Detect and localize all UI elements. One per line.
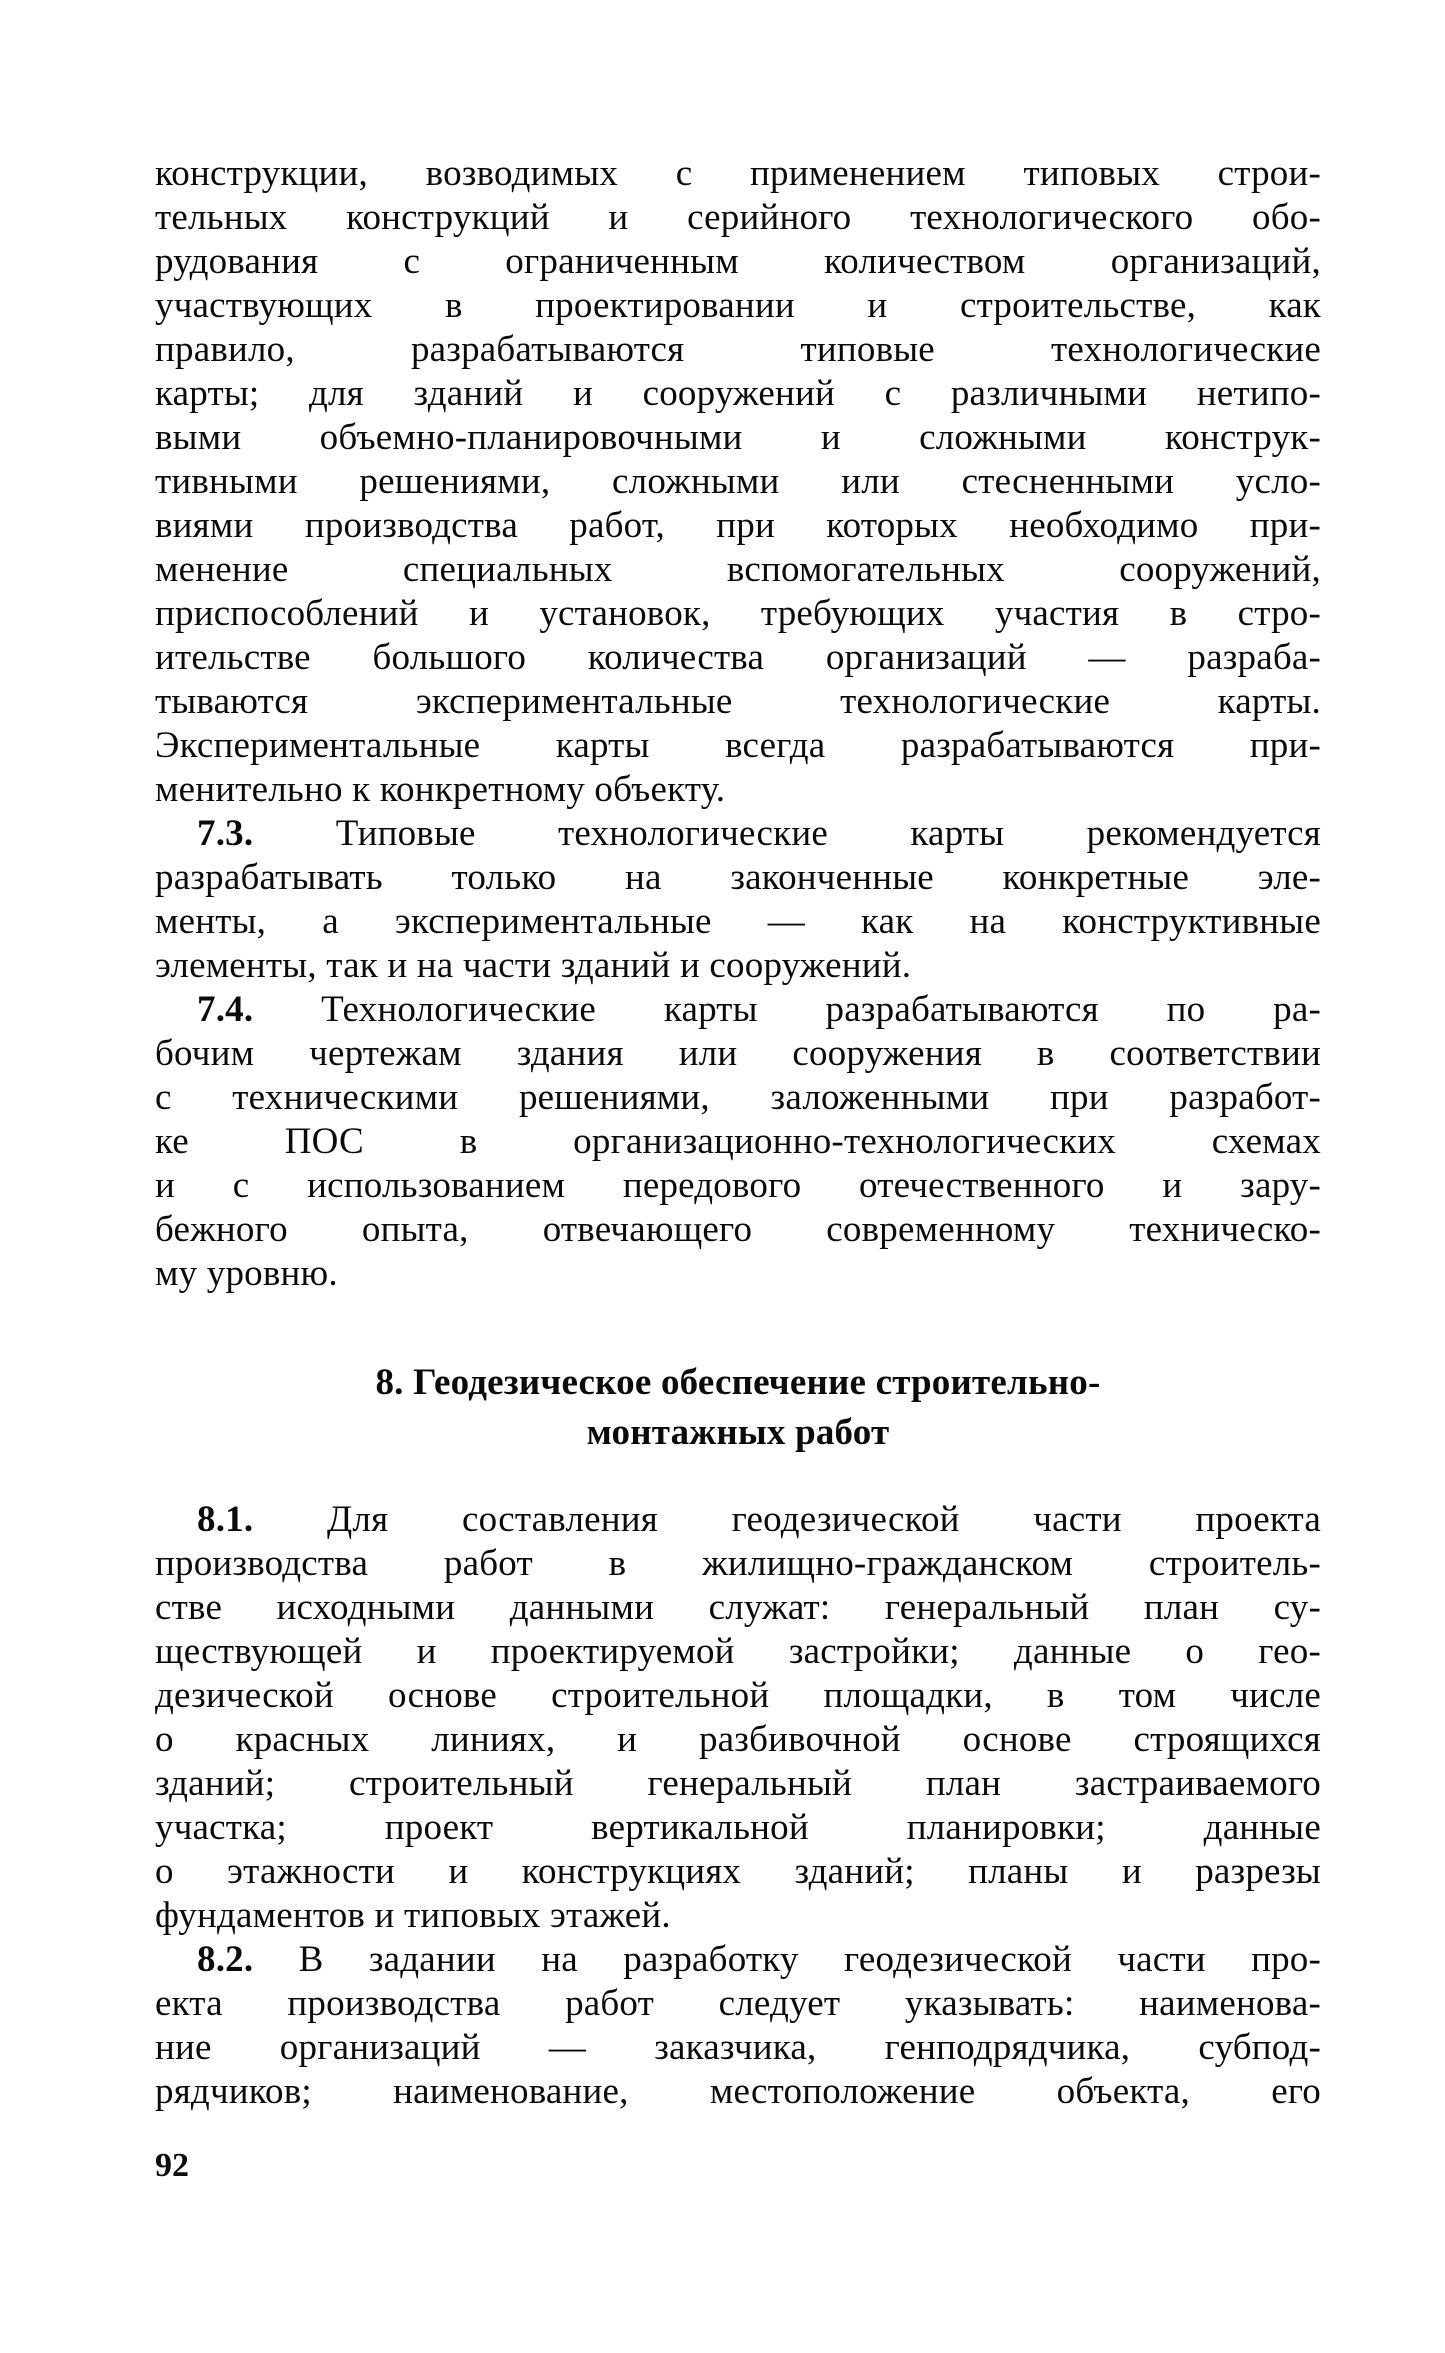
paragraph (155, 152, 1321, 812)
text-line: стве исходными данными служат: генеральный план су- (155, 1587, 1321, 1628)
text-line: ке ПОС в организационно-технологических схемах (155, 1121, 1321, 1162)
text-line: 8.1. Для составления геодезической части проекта (197, 1499, 1321, 1540)
text-line: производства работ в жилищно-гражданском строитель- (155, 1543, 1321, 1584)
clause-number: 8.2. (197, 1939, 254, 1980)
paragraph (155, 1498, 1321, 1938)
paragraph (155, 988, 1321, 1296)
clause-number: 7.4. (197, 989, 254, 1030)
text-line: рядчиков; наименование, местоположение объекта, его (155, 2071, 1321, 2112)
text-line: Экспериментальные карты всегда разрабатываются при- (155, 725, 1321, 766)
text-line: 7.3. Типовые технологические карты рекомендуется (197, 813, 1321, 854)
text-line: ние организаций — заказчика, генподрядчика, субпод- (155, 2027, 1321, 2068)
text-line: элементы, так и на части зданий и сооружений. (155, 945, 912, 986)
text-line: с техническими решениями, заложенными при разработ- (155, 1077, 1321, 1118)
text-line: менты, а экспериментальные — как на конструктивные (155, 901, 1321, 942)
text-line: бежного опыта, отвечающего современному техническо- (155, 1209, 1321, 1250)
text-line: тивными решениями, сложными или стесненными усло- (155, 461, 1321, 502)
text-line: виями производства работ, при которых необходимо при- (155, 505, 1321, 546)
heading-line: монтажных работ (586, 1412, 890, 1453)
text-line: о красных линиях, и разбивочной основе строящихся (155, 1719, 1321, 1760)
heading-line: 8. Геодезическое обеспечение строительно- (375, 1362, 1101, 1403)
text-line: бочим чертежам здания или сооружения в соответствии (155, 1033, 1321, 1074)
text-line: зданий; строительный генеральный план застраиваемого (155, 1763, 1321, 1804)
text-line: участка; проект вертикальной планировки; данные (155, 1807, 1321, 1848)
text-line: ительстве большого количества организаций — разраба- (155, 637, 1321, 678)
text-line: екта производства работ следует указывать: наименова- (155, 1983, 1321, 2024)
text-line: разрабатывать только на законченные конкретные эле- (155, 857, 1321, 898)
text-column (155, 152, 1321, 2114)
text-line: приспособлений и установок, требующих участия в стро- (155, 593, 1321, 634)
text-line: рудования с ограниченным количеством организаций, (155, 241, 1321, 282)
text-line: му уровню. (155, 1253, 338, 1294)
text-line: выми объемно-планировочными и сложными конструк- (155, 417, 1321, 458)
paragraph (155, 812, 1321, 988)
text-line: конструкции, возводимых с применением типовых строи- (155, 153, 1321, 194)
text-line: и с использованием передового отечественного и зару- (155, 1165, 1321, 1206)
page-number: 92 (155, 2147, 189, 2184)
text-line: 8.2. В задании на разработку геодезической части про- (197, 1939, 1321, 1980)
text-line: правило, разрабатываются типовые технологические (155, 329, 1321, 370)
text-line: 7.4. Технологические карты разрабатываются по ра- (197, 989, 1321, 1030)
text-line: тельных конструкций и серийного технологического обо- (155, 197, 1321, 238)
text-line: менительно к конкретному объекту. (155, 769, 726, 810)
text-line: ществующей и проектируемой застройки; данные о гео- (155, 1631, 1321, 1672)
text-line: о этажности и конструкциях зданий; планы и разрезы (155, 1851, 1321, 1892)
paragraph (155, 1938, 1321, 2114)
clause-number: 8.1. (197, 1499, 254, 1540)
text-line: менение специальных вспомогательных сооружений, (155, 549, 1321, 590)
text-line: карты; для зданий и сооружений с различными нетипо- (155, 373, 1321, 414)
text-line: тываются экспериментальные технологические карты. (155, 681, 1321, 722)
text-line: участвующих в проектировании и строительстве, как (155, 285, 1321, 326)
text-line: фундаментов и типовых этажей. (155, 1895, 671, 1936)
section-heading (155, 1358, 1321, 1458)
text-line: дезической основе строительной площадки, в том числе (155, 1675, 1321, 1716)
clause-number: 7.3. (197, 813, 254, 854)
